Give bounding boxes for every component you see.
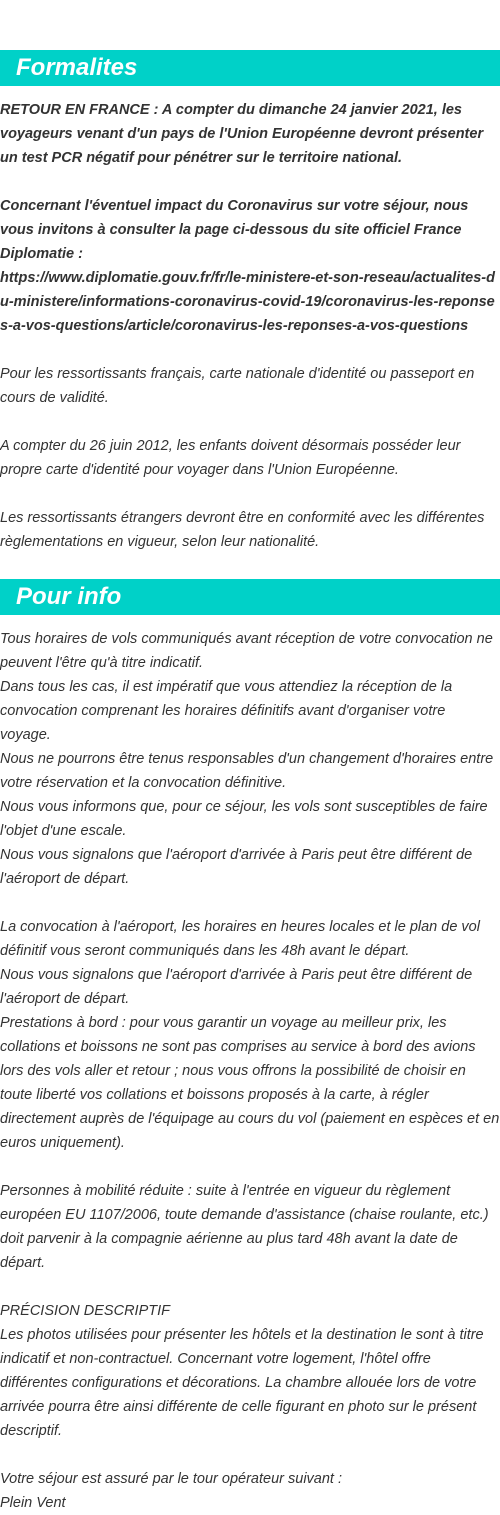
pour-info-header: Pour info	[0, 579, 500, 615]
pour-info-line: Votre séjour est assuré par le tour opérateur suivant :	[0, 1471, 343, 1487]
pour-info-line: La convocation à l'aéroport, les horaires en heures locales et le plan de vol définitif vous seront communiqués dans les 48h avant le départ.	[0, 919, 480, 959]
pour-info-heading: PRÉCISION DESCRIPTIF	[0, 1303, 170, 1319]
pour-info-line: Dans tous les cas, il est impératif que vous attendiez la réception de la convocation comprenant les horaires définitifs avant d'organiser votre voyage.	[0, 679, 453, 743]
formalites-retour-paragraph: RETOUR EN FRANCE : A compter du dimanche 24 janvier 2021, les voyageurs venant d'un pays de l'Union Européenne devront présenter un test PCR négatif pour pénétrer sur le territoire national.	[0, 102, 484, 166]
formalites-foreigners-paragraph: Les ressortissants étrangers devront être en conformité avec les différentes règlementations en vigueur, selon leur nationalité.	[0, 510, 485, 550]
tour-operator-name: Plein Vent	[0, 1495, 66, 1511]
formalites-children-paragraph: A compter du 26 juin 2012, les enfants doivent désormais posséder leur propre carte d'identité pour voyager dans l'Union Européenne.	[0, 438, 461, 478]
formalites-content	[0, 98, 500, 554]
pour-info-line: Prestations à bord : pour vous garantir un voyage au meilleur prix, les collations et boissons ne sont pas comprises au service à bord des avions lors des vols aller et retour ; nous vous offrons la possibilité de choisir en toute liberté vos collations et boissons proposés à la carte, à régler directement auprès de l'équipage au cours du vol (paiement en espèces et en euros uniquement).	[0, 1015, 500, 1151]
formalites-coronavirus-paragraph: Concernant l'éventuel impact du Coronavirus sur votre séjour, nous vous invitons à consulter la page ci-dessous du site officiel France Diplomatie :	[0, 198, 469, 262]
formalites-diplomatie-link[interactable]: https://www.diplomatie.gouv.fr/fr/le-ministere-et-son-reseau/actualites-du-ministere/informations-coronavirus-covid-19/coronavirus-les-reponses-a-vos-questions/article/coronavirus-les-reponses-a-vos-questions	[0, 270, 495, 334]
pour-info-line: Les photos utilisées pour présenter les hôtels et la destination le sont à titre indicatif et non-contractuel. Concernant votre logement, l'hôtel offre différentes configurations et décorations. La chambre allouée lors de votre arrivée pourra être ainsi différente de celle figurant en photo sur le présent descriptif.	[0, 1327, 484, 1439]
formalites-identity-paragraph: Pour les ressortissants français, carte nationale d'identité ou passeport en cours de validité.	[0, 366, 475, 406]
pour-info-content	[0, 627, 500, 1515]
pour-info-line: Nous vous signalons que l'aéroport d'arrivée à Paris peut être différent de l'aéroport de départ.	[0, 847, 473, 887]
pour-info-line: Personnes à mobilité réduite : suite à l'entrée en vigueur du règlement européen EU 1107/2006, toute demande d'assistance (chaise roulante, etc.) doit parvenir à la compagnie aérienne au plus tard 48h avant la date de départ.	[0, 1183, 489, 1271]
formalites-header: Formalites	[0, 50, 500, 86]
pour-info-line: Tous horaires de vols communiqués avant réception de votre convocation ne peuvent l'être qu'à titre indicatif.	[0, 631, 493, 671]
pour-info-line: Nous ne pourrons être tenus responsables d'un changement d'horaires entre votre réservation et la convocation définitive.	[0, 751, 494, 791]
pour-info-line: Nous vous informons que, pour ce séjour, les vols sont susceptibles de faire l'objet d'une escale.	[0, 799, 488, 839]
pour-info-line: Nous vous signalons que l'aéroport d'arrivée à Paris peut être différent de l'aéroport de départ.	[0, 967, 473, 1007]
